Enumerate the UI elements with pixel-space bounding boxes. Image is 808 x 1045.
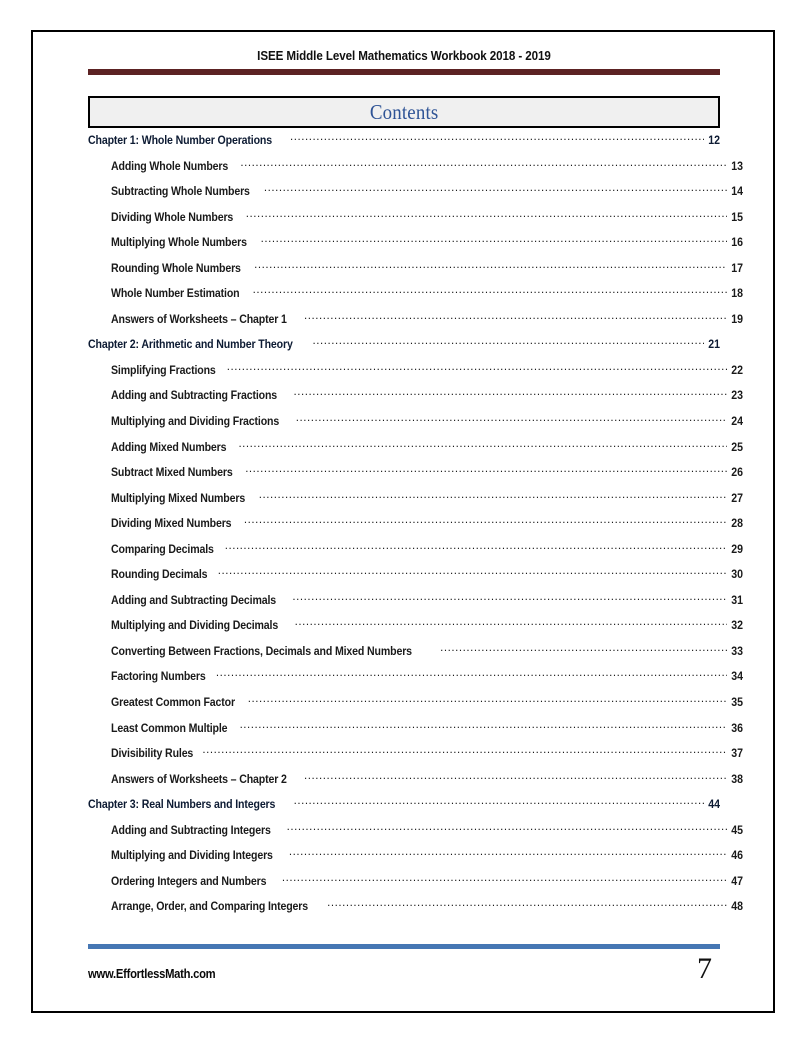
toc-section-row[interactable] [88, 694, 743, 720]
toc-entry-page-number: 21 [708, 339, 720, 352]
toc-entry-page-number: 31 [731, 594, 743, 607]
toc-section-row[interactable] [88, 847, 743, 873]
toc-entry-label: Subtracting Whole Numbers [111, 186, 250, 199]
toc-dot-leader [296, 413, 727, 425]
toc-section-row[interactable] [88, 183, 743, 209]
toc-entry-page-number: 13 [731, 160, 743, 173]
toc-dot-leader [259, 490, 727, 502]
toc-section-row[interactable] [88, 592, 743, 618]
toc-dot-leader [440, 643, 727, 655]
toc-dot-leader [248, 694, 727, 706]
toc-section-row[interactable] [88, 285, 743, 311]
toc-entry-page-number: 27 [731, 492, 743, 505]
toc-dot-leader [304, 771, 727, 783]
toc-entry-page-number: 18 [731, 288, 743, 301]
toc-section-row[interactable] [88, 720, 743, 746]
toc-section-row[interactable] [88, 362, 743, 388]
toc-dot-leader [254, 260, 727, 272]
toc-entry-label: Greatest Common Factor [111, 697, 235, 710]
toc-section-row[interactable] [88, 643, 743, 669]
toc-entry-page-number: 12 [708, 135, 720, 147]
toc-section-row[interactable] [88, 490, 743, 516]
toc-entry-label: Rounding Whole Numbers [111, 262, 241, 275]
toc-section-row[interactable] [88, 566, 743, 592]
toc-entry-label: Adding Mixed Numbers [111, 441, 227, 454]
toc-entry-page-number: 46 [731, 850, 743, 863]
toc-entry-page-number: 33 [731, 645, 743, 658]
toc-entry-label: Converting Between Fractions, Decimals and Mixed Numbers [111, 645, 412, 658]
toc-section-row[interactable] [88, 209, 743, 235]
toc-dot-leader [290, 132, 704, 144]
toc-dot-leader [312, 336, 704, 348]
toc-entry-page-number: 17 [731, 262, 743, 275]
toc-entry-label: Multiplying and Dividing Integers [111, 850, 273, 863]
toc-section-row[interactable] [88, 234, 743, 260]
toc-entry-page-number: 29 [731, 543, 743, 556]
toc-section-row[interactable] [88, 311, 743, 337]
toc-entry-label: Simplifying Fractions [111, 364, 216, 377]
toc-dot-leader [264, 183, 727, 195]
toc-chapter-row[interactable] [88, 796, 720, 822]
toc-entry-page-number: 35 [731, 697, 743, 710]
contents-heading-label: Contents [369, 99, 439, 124]
toc-entry-page-number: 30 [731, 569, 743, 582]
toc-section-row[interactable] [88, 822, 743, 848]
toc-entry-page-number: 19 [731, 313, 743, 326]
toc-section-row[interactable] [88, 387, 743, 413]
toc-section-row[interactable] [88, 771, 743, 797]
footer-website-url: www.EffortlessMath.com [88, 967, 216, 981]
toc-dot-leader [253, 285, 727, 297]
page-content-area [88, 45, 743, 997]
footer-page-number: 7 [697, 952, 712, 985]
toc-section-row[interactable] [88, 617, 743, 643]
toc-entry-page-number: 15 [731, 211, 743, 224]
toc-entry-page-number: 26 [731, 467, 743, 480]
toc-entry-page-number: 37 [731, 748, 743, 761]
toc-entry-label: Dividing Whole Numbers [111, 211, 234, 224]
toc-entry-label: Chapter 3: Real Numbers and Integers [88, 799, 276, 812]
toc-dot-leader [225, 541, 727, 553]
toc-chapter-row[interactable] [88, 336, 720, 362]
toc-entry-label: Divisibility Rules [111, 748, 194, 761]
header-divider-rule [88, 69, 720, 75]
toc-entry-label: Answers of Worksheets – Chapter 1 [111, 313, 287, 326]
toc-entry-label: Rounding Decimals [111, 569, 208, 582]
toc-entry-page-number: 36 [731, 722, 743, 735]
toc-dot-leader [287, 822, 727, 834]
toc-entry-page-number: 22 [731, 364, 743, 377]
toc-entry-label: Multiplying and Dividing Fractions [111, 416, 280, 429]
page-sheet [31, 30, 775, 1013]
toc-section-row[interactable] [88, 413, 743, 439]
document-header [88, 45, 720, 75]
table-of-contents [88, 132, 743, 924]
toc-section-row[interactable] [88, 439, 743, 465]
toc-entry-label: Adding Whole Numbers [111, 160, 229, 173]
toc-entry-page-number: 14 [731, 186, 743, 199]
toc-dot-leader [246, 209, 727, 221]
toc-entry-page-number: 23 [731, 390, 743, 403]
toc-section-row[interactable] [88, 260, 743, 286]
footer-line [88, 952, 720, 985]
toc-entry-page-number: 45 [731, 824, 743, 837]
document-footer [88, 944, 720, 983]
toc-dot-leader [327, 898, 727, 910]
toc-dot-leader [294, 796, 704, 808]
toc-entry-page-number: 24 [731, 416, 743, 429]
toc-dot-leader [293, 387, 727, 399]
toc-entry-label: Answers of Worksheets – Chapter 2 [111, 773, 287, 786]
toc-entry-label: Factoring Numbers [111, 671, 206, 684]
toc-dot-leader [295, 617, 727, 629]
toc-entry-label: Arrange, Order, and Comparing Integers [111, 901, 309, 914]
toc-dot-leader [289, 847, 727, 859]
toc-dot-leader [218, 566, 727, 578]
toc-entry-page-number: 32 [731, 620, 743, 633]
running-header-title: ISEE Middle Level Mathematics Workbook 2018 - 2019 [257, 49, 551, 63]
toc-dot-leader [304, 311, 727, 323]
toc-dot-leader [202, 745, 727, 757]
toc-entry-label: Multiplying Mixed Numbers [111, 492, 246, 505]
toc-entry-page-number: 38 [731, 773, 743, 786]
toc-entry-label: Multiplying Whole Numbers [111, 237, 247, 250]
toc-entry-label: Subtract Mixed Numbers [111, 467, 233, 480]
contents-heading-box [88, 96, 720, 128]
toc-dot-leader [244, 515, 727, 527]
toc-entry-page-number: 44 [708, 799, 720, 812]
toc-chapter-row[interactable] [88, 132, 720, 158]
toc-entry-label: Comparing Decimals [111, 543, 214, 556]
toc-entry-label: Chapter 2: Arithmetic and Number Theory [88, 339, 293, 352]
toc-dot-leader [292, 592, 727, 604]
toc-entry-page-number: 47 [731, 875, 743, 888]
toc-entry-label: Least Common Multiple [111, 722, 228, 735]
toc-entry-label: Ordering Integers and Numbers [111, 875, 267, 888]
toc-section-row[interactable] [88, 541, 743, 567]
toc-section-row[interactable] [88, 898, 743, 924]
toc-entry-page-number: 16 [731, 237, 743, 250]
toc-entry-page-number: 25 [731, 441, 743, 454]
toc-dot-leader [282, 873, 727, 885]
toc-entry-label: Dividing Mixed Numbers [111, 518, 232, 531]
toc-dot-leader [227, 362, 727, 374]
toc-entry-label: Adding and Subtracting Decimals [111, 594, 277, 607]
toc-section-row[interactable] [88, 464, 743, 490]
toc-entry-label: Chapter 1: Whole Number Operations [88, 135, 273, 147]
toc-entry-label: Multiplying and Dividing Decimals [111, 620, 279, 633]
toc-entry-label: Adding and Subtracting Fractions [111, 390, 278, 403]
toc-entry-page-number: 28 [731, 518, 743, 531]
toc-section-row[interactable] [88, 668, 743, 694]
toc-dot-leader [240, 720, 727, 732]
toc-dot-leader [245, 464, 727, 476]
toc-entry-page-number: 48 [731, 901, 743, 914]
toc-dot-leader [240, 158, 727, 170]
toc-section-row[interactable] [88, 745, 743, 771]
toc-section-row[interactable] [88, 873, 743, 899]
toc-dot-leader [238, 439, 727, 451]
toc-entry-page-number: 34 [731, 671, 743, 684]
toc-dot-leader [216, 668, 727, 680]
toc-entry-label: Adding and Subtracting Integers [111, 824, 271, 837]
toc-section-row[interactable] [88, 158, 743, 184]
toc-dot-leader [261, 234, 727, 246]
toc-section-row[interactable] [88, 515, 743, 541]
toc-entry-label: Whole Number Estimation [111, 288, 240, 301]
footer-divider-rule [88, 944, 720, 949]
